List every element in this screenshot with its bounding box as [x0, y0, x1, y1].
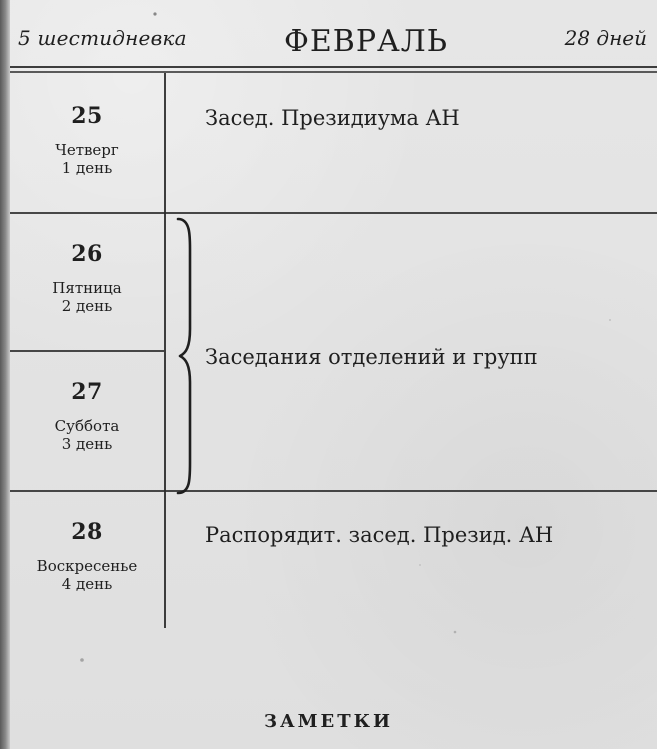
day-weekday: Воскресенье — [36, 557, 138, 575]
day-sixday-index: 2 день — [61, 297, 113, 315]
row-divider — [10, 490, 657, 492]
event-day-25: Засед. Президиума АН — [205, 106, 460, 130]
day-number: 26 — [71, 241, 103, 267]
calendar-grid — [10, 73, 657, 633]
day-entry — [10, 103, 164, 177]
day-entry — [10, 379, 164, 453]
day-sixday-index: 1 день — [61, 159, 113, 177]
curly-brace-icon — [172, 217, 212, 495]
day-number: 25 — [71, 103, 103, 129]
day-sixday-index: 3 день — [61, 435, 113, 453]
days-count: 28 дней — [564, 26, 647, 50]
day-number: 28 — [71, 519, 103, 545]
day-number: 27 — [71, 379, 103, 405]
page-header — [0, 0, 657, 66]
row-divider — [10, 212, 657, 214]
day-weekday: Пятница — [52, 279, 122, 297]
event-days-26-27: Заседания отделений и групп — [205, 345, 538, 369]
week-label: 5 шестидневка — [18, 26, 187, 50]
event-day-28: Распорядит. засед. Презид. АН — [205, 523, 554, 547]
grid-vertical-divider — [164, 73, 166, 628]
day-sixday-index: 4 день — [61, 575, 113, 593]
day-weekday: Суббота — [54, 417, 120, 435]
row-divider — [10, 350, 164, 352]
day-entry — [10, 241, 164, 315]
day-weekday: Четверг — [55, 141, 119, 159]
month-title: ФЕВРАЛЬ — [284, 24, 449, 59]
notes-heading: ЗАМЕТКИ — [263, 711, 394, 732]
page-left-edge — [0, 0, 10, 749]
day-entry — [10, 519, 164, 593]
header-divider-line — [10, 66, 657, 68]
